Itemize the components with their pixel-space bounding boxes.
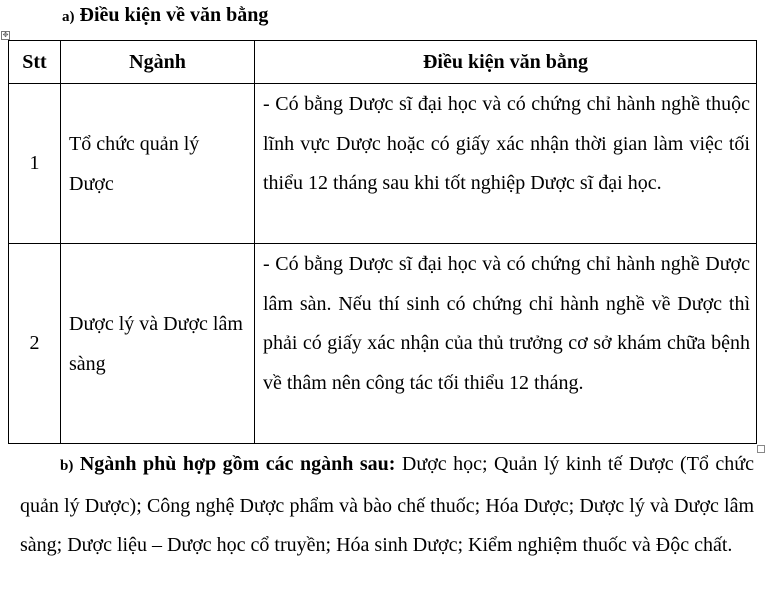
- row-1-stt: 1: [9, 84, 61, 244]
- table-header-row: [9, 41, 757, 84]
- row-1-nganh: Tổ chức quản lý Dược: [61, 84, 255, 244]
- table-row: [9, 84, 757, 244]
- section-a-heading: [62, 4, 268, 27]
- row-2-dieu-kien: - Có bằng Dược sĩ đại học và có chứng chỉ hành nghề Dược lâm sàn. Nếu thí sinh có chứng chỉ hành nghề về Dược thì phải có giấy xác nhận của thủ trưởng cơ sở khám chữa bệnh về thâm nên công tác tối thiểu 12 tháng.: [255, 244, 757, 444]
- resize-square-icon[interactable]: [757, 445, 765, 453]
- row-1-dieu-kien: - Có bằng Dược sĩ đại học và có chứng chỉ hành nghề thuộc lĩnh vực Dược hoặc có giấy xác nhận thời gian làm việc tối thiểu 12 tháng sau khi tốt nghiệp Dược sĩ đại học.: [255, 84, 757, 244]
- header-nganh: Ngành: [61, 41, 255, 84]
- row-2-nganh: Dược lý và Dược lâm sàng: [61, 244, 255, 444]
- section-b-text: Dược học; Quản lý kinh tế Dược (Tổ chức quản lý Dược); Công nghệ Dược phẩm và bào chế thuốc; Hóa Dược; Dược lý và Dược lâm sàng; Dược liệu – Dược học cổ truyền; Hóa sinh Dược; Kiểm nghiệm thuốc và Độc chất.: [20, 453, 754, 556]
- header-stt: Stt: [9, 41, 61, 84]
- row-2-stt: 2: [9, 244, 61, 444]
- section-a-marker: a): [62, 9, 75, 25]
- table-row: [9, 244, 757, 444]
- section-a-title: Điều kiện về văn bằng: [79, 4, 269, 26]
- section-b-paragraph: [20, 445, 754, 566]
- conditions-table: [8, 40, 757, 444]
- move-cross-icon[interactable]: ✥: [2, 31, 9, 39]
- section-b-marker: b): [60, 458, 74, 474]
- header-dieu-kien: Điều kiện văn bằng: [255, 41, 757, 84]
- section-b-title: Ngành phù hợp gồm các ngành sau:: [79, 453, 396, 475]
